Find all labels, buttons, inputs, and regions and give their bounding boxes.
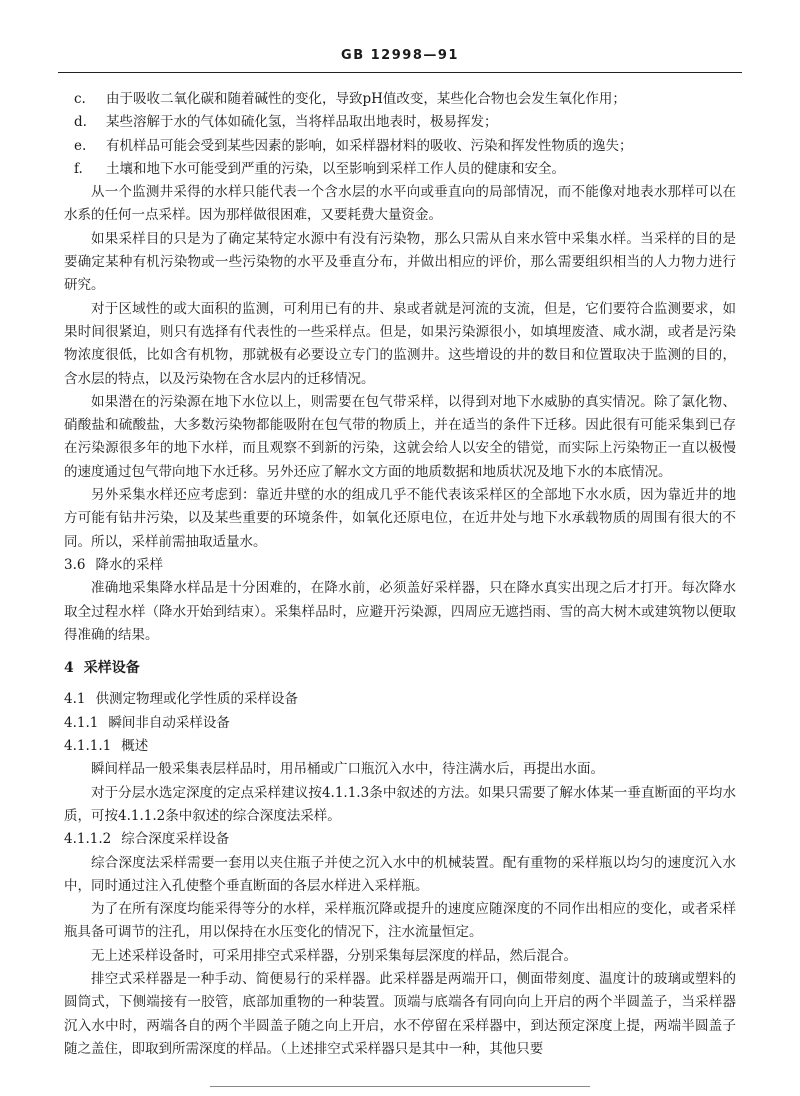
list-item-text: 土壤和地下水可能受到严重的污染，以至影响到采样工作人员的健康和安全。 bbox=[106, 160, 565, 177]
list-item bbox=[64, 158, 736, 181]
paragraph: 为了在所有深度均能采得等分的水样，采样瓶沉降或提升的速度应随深度的不同作出相应的变化，或者采样瓶具备可调节的注孔，用以保持在水压变化的情况下，注水流量恒定。 bbox=[64, 901, 736, 941]
paragraph: 对于分层水选定深度的定点采样建议按4.1.1.3条中叙述的方法。如果只需要了解水体某一垂直断面的平均水质，可按4.1.1.2条中叙述的综合深度法采样。 bbox=[64, 784, 736, 824]
list-item bbox=[64, 88, 736, 111]
section-title: 供测定物理或化学性质的采样设备 bbox=[95, 691, 298, 708]
list-item bbox=[64, 111, 736, 134]
section-heading-3-6 bbox=[64, 554, 736, 577]
section-title: 综合深度采样设备 bbox=[121, 831, 230, 848]
paragraph: 瞬间样品一般采集表层样品时，用吊桶或广口瓶沉入水中，待注满水后，再提出水面。 bbox=[91, 761, 604, 778]
section-heading-4-1-1-2 bbox=[64, 828, 736, 851]
paragraph: 综合深度法采样需要一套用以夹住瓶子并使之沉入水中的机械装置。配有重物的采样瓶以均匀的速度沉入水中，同时通过注入孔使整个垂直断面的各层水样进入采样瓶。 bbox=[64, 854, 736, 894]
list-item-text: 某些溶解于水的气体如硫化氢，当将样品取出地表时，极易挥发； bbox=[106, 114, 498, 131]
paragraph: 准确地采集降水样品是十分困难的，在降水前，必须盖好采样器，只在降水真实出现之后才打开。每次降水取全过程水样（降水开始到结束）。采集样品时，应避开污染源，四周应无遮挡雨、雪的高大树木或建筑物以便取得准确的结果。 bbox=[64, 580, 736, 643]
bottom-rule bbox=[210, 1086, 590, 1087]
list-item bbox=[64, 135, 736, 158]
section-number: 4 bbox=[64, 660, 74, 677]
section-number: 4.1.1.1 bbox=[64, 738, 112, 755]
list-item-label: e. bbox=[74, 137, 87, 154]
section-title: 瞬间非自动采样设备 bbox=[108, 714, 230, 731]
list-item-label: c. bbox=[74, 91, 86, 107]
paragraph: 从一个监测井采得的水样只能代表一个含水层的水平向或垂直向的局部情况，而不能像对地表水那样可以在水系的任何一点采样。因为那样做很困难，又要耗费大量资金。 bbox=[64, 184, 736, 224]
section-number: 4.1.1 bbox=[64, 714, 99, 731]
section-heading-4-1-1-1 bbox=[64, 735, 736, 758]
list-item-label: f. bbox=[74, 160, 83, 177]
document-body bbox=[64, 88, 736, 1061]
list-item-label: d. bbox=[74, 114, 87, 131]
section-heading-4-1-1 bbox=[64, 712, 736, 735]
section-heading-4 bbox=[64, 657, 736, 680]
section-number: 4.1 bbox=[64, 691, 86, 708]
paragraph: 另外采集水样还应考虑到：靠近井壁的水的组成几乎不能代表该采样区的全部地下水水质，因为靠近井的地方可能有钻井污染，以及某些重要的环境条件，如氧化还原电位，在近井处与地下水承载物质的周围有很大的不同。所以，采样前需抽取适量水。 bbox=[64, 487, 736, 550]
paragraph: 排空式采样器是一种手动、简便易行的采样器。此采样器是两端开口，侧面带刻度、温度计的玻璃或塑料的圆筒式，下侧端接有一胶管，底部加重物的一种装置。顶端与底端各有同向向上开启的两个半圆盖子，当采样器沉入水中时，两端各自的两个半圆盖子随之向上开启，水不停留在采样器中，到达预定深度上提，两端半圆盖子随之盖住，即取到所需深度的样品。（上述排空式采样器只是其中一种，其他只要 bbox=[64, 970, 736, 1057]
section-number: 4.1.1.2 bbox=[64, 831, 112, 848]
list-item-text: 有机样品可能会受到某些因素的影响，如采样器材料的吸收、污染和挥发性物质的逸失； bbox=[106, 137, 633, 154]
section-title: 降水的采样 bbox=[95, 556, 163, 573]
section-heading-4-1 bbox=[64, 688, 736, 711]
paragraph: 无上述采样设备时，可采用排空式采样器，分别采集每层深度的样品，然后混合。 bbox=[91, 947, 577, 964]
document-header: GB 12998—91 bbox=[341, 48, 459, 63]
list-item-text: 由于吸收二氧化碳和随着碱性的变化，导致pH值改变，某些化合物也会发生氧化作用； bbox=[106, 91, 626, 107]
paragraph: 对于区域性的或大面积的监测，可利用已有的井、泉或者就是河流的支流，但是，它们要符合监测要求，如果时间很紧迫，则只有选择有代表性的一些采样点。但是，如果污染源很小，如填埋废渣、咸水湖，或者是污染物浓度很低，比如含有机物，那就极有必要设立专门的监测井。这些增设的井的数目和位置取决于监测的目的，含水层的特点，以及污染物在含水层内的迁移情况。 bbox=[64, 300, 736, 387]
section-title: 采样设备 bbox=[83, 660, 140, 677]
section-number: 3.6 bbox=[64, 556, 86, 573]
paragraph: 如果采样目的只是为了确定某特定水源中有没有污染物，那么只需从自来水管中采集水样。当采样的目的是要确定某种有机污染物或一些污染物的水平及垂直分布，并做出相应的评价，那么需要组织相当的人力物力进行研究。 bbox=[64, 230, 736, 294]
section-title: 概述 bbox=[121, 738, 149, 755]
header-rule bbox=[58, 72, 742, 73]
paragraph: 如果潜在的污染源在地下水位以上，则需要在包气带采样，以得到对地下水威胁的真实情况。除了氯化物、硝酸盐和硫酸盐，大多数污染物都能吸附在包气带的物质上，并在适当的条件下迁移。因此很有可能采集到已存在污染源很多年的地下水样，而且观察不到新的污染，这就会给人以安全的错觉，而实际上污染物正一直以极慢的速度通过包气带向地下水迁移。另外还应了解水文方面的地质数据和地质状况及地下水的本底情况。 bbox=[64, 393, 736, 480]
